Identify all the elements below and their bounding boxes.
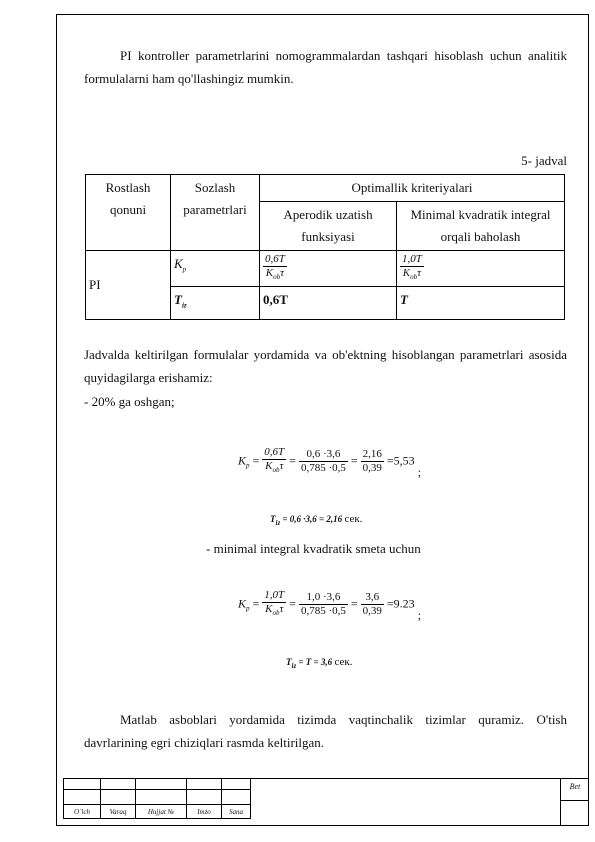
formula-ti-minimal xyxy=(286,656,352,670)
f3-den1 xyxy=(262,603,286,620)
param-ti-symbol: T xyxy=(174,292,182,308)
aperodik-den-k: K xyxy=(265,267,274,279)
f1-frac1 xyxy=(262,446,286,477)
criteria-table xyxy=(85,174,565,320)
sheet-label: Bet xyxy=(569,782,581,791)
aperodik-den-sub: ob xyxy=(273,273,281,282)
minimal-den-sub: ob xyxy=(410,273,418,282)
f3-frac1 xyxy=(262,589,286,620)
param-kp xyxy=(171,251,260,287)
row-law: PI xyxy=(86,251,171,320)
minimal-kp-den xyxy=(400,267,424,284)
param-kp-symbol: K xyxy=(174,256,183,271)
minimal-kp-cell xyxy=(397,251,565,287)
closing-paragraph: Matlab asboblari yordamida tizimda vaqtinchalik tizimlar quramiz. O'tish davrlarining egri chiziqlari rasmda keltirilgan. xyxy=(84,712,567,750)
param-ti-sub: iz xyxy=(181,301,187,310)
title-block xyxy=(63,778,589,826)
sheet-number-box xyxy=(560,778,589,826)
stamp-cell xyxy=(222,790,251,805)
table-caption: 5- jadval xyxy=(521,153,567,168)
stamp-cell xyxy=(222,779,251,790)
f1-den2: 0,785 ·0,5 xyxy=(300,462,346,475)
f1-result: =5,53 xyxy=(386,453,415,468)
formula-kp-minimal: $K_p$ = $\frac{1,0T}{K_{ob}\tau}$ = $\frac{1,0 \cdot 3,6}{0,785 \cdot 0,5}$ = $\frac{3,6}{0,39}$ =9.23 ; xyxy=(238,589,422,623)
aperodik-kp-num: 0,6T xyxy=(265,253,285,265)
f3-num3: 3,6 xyxy=(361,591,384,605)
aperodik-kp-den xyxy=(263,267,287,284)
f1-frac2 xyxy=(299,448,348,475)
param-ti xyxy=(171,287,260,320)
f3-end: ; xyxy=(417,608,422,623)
f2-lhs-sub: iz xyxy=(275,518,281,527)
header-rostlash: Rostlash qonuni xyxy=(86,175,171,251)
f1-num2: 0,6 ·3,6 xyxy=(299,448,348,462)
formula-ti-aperodik xyxy=(270,513,362,527)
aperodik-ti: 0,6T xyxy=(260,287,397,320)
stamp-cell xyxy=(136,779,187,790)
f4-unit: сек. xyxy=(334,656,353,668)
f3-lhs: K xyxy=(238,596,247,611)
param-kp-sub: p xyxy=(182,265,187,274)
stamp-cell xyxy=(136,790,187,805)
results-paragraph: Jadvalda keltirilgan formulalar yordamida va ob'ektning hisoblangan parametrlari asosida quyidagilarga erishamiz: xyxy=(84,347,567,385)
header-minimal: Minimal kvadratik integral orqali baholash xyxy=(397,202,565,251)
f2-lhs: T xyxy=(270,514,276,524)
stamp-cell xyxy=(187,779,222,790)
stamp-cell xyxy=(187,790,222,805)
formula-kp-aperodik: $K_p$ = $\frac{0,6T}{K_{ob}\tau}$ = $\frac{0,6 \cdot 3,6}{0,785 \cdot 0,5}$ = $\frac{2,16}{0,39}$ =5,53 ; xyxy=(238,446,422,480)
f1-num3: 2,16 xyxy=(362,448,382,461)
minimal-den-k: K xyxy=(402,267,411,279)
f4-rhs: = T = 3,6 xyxy=(298,657,333,667)
stamp-col-imzo: Imzo xyxy=(187,805,222,819)
f1-den1-k: K xyxy=(265,460,273,472)
case-minimal: - minimal integral kvadratik smeta uchun xyxy=(206,541,421,556)
f3-den1-tau: τ xyxy=(279,603,284,615)
header-sozlash: Sozlash parametrlari xyxy=(171,175,260,251)
title-block-grid xyxy=(63,778,251,819)
f3-num2: 1,0 ·3,6 xyxy=(299,591,348,605)
f1-lhs-sub: p xyxy=(246,461,250,470)
header-optimal: Optimallik kriteriyalari xyxy=(260,175,565,202)
f1-den1-tau: τ xyxy=(279,460,284,472)
minimal-ti: T xyxy=(397,287,565,320)
f1-frac3 xyxy=(361,448,384,475)
stamp-col-hujjat: Hujjat № xyxy=(136,805,187,819)
intro-paragraph: PI kontroller parametrlarini nomogrammalardan tashqari hisoblash uchun analitik formulalarni ham qo'llashingiz mumkin. xyxy=(84,48,567,86)
sheet-divider xyxy=(561,800,589,801)
aperodik-kp-cell xyxy=(260,251,397,287)
f3-den3: 0,39 xyxy=(362,605,382,618)
aperodik-den-tau: τ xyxy=(280,267,285,279)
f3-num1: 1,0T xyxy=(264,589,285,601)
f4-lhs-sub: iz xyxy=(291,661,297,670)
f1-den3: 0,39 xyxy=(362,462,382,475)
f3-den1-sub: ob xyxy=(272,609,280,618)
f4-lhs: T xyxy=(286,657,292,667)
stamp-col-varaq: Varaq xyxy=(101,805,136,819)
aperodik-kp-fraction xyxy=(263,253,287,284)
f3-den2: 0,785 ·0,5 xyxy=(300,605,346,618)
stamp-cell xyxy=(101,779,136,790)
minimal-den-tau: τ xyxy=(417,267,422,279)
f3-lhs-sub: p xyxy=(246,604,250,613)
stamp-col-olch: O`lch xyxy=(64,805,101,819)
f2-unit: сек. xyxy=(344,513,363,525)
f1-den1-sub: ob xyxy=(272,466,280,475)
minimal-kp-fraction xyxy=(400,253,424,284)
f3-frac3 xyxy=(361,591,384,618)
f1-end: ; xyxy=(417,465,422,480)
minimal-kp-num: 1,0T xyxy=(402,253,422,265)
f2-rhs: = 0,6 ·3,6 = 2,16 xyxy=(282,514,343,524)
page-frame xyxy=(56,14,589,826)
stamp-col-sana: Sana xyxy=(222,805,251,819)
stamp-cell xyxy=(101,790,136,805)
f1-lhs: K xyxy=(238,453,247,468)
f3-frac2 xyxy=(299,591,348,618)
f3-den1-k: K xyxy=(265,603,273,615)
f1-num1: 0,6T xyxy=(264,446,285,458)
f3-result: =9.23 xyxy=(386,596,415,611)
header-aperodik: Aperodik uzatish funksiyasi xyxy=(260,202,397,251)
stamp-cell xyxy=(64,790,101,805)
stamp-cell xyxy=(64,779,101,790)
f1-den1 xyxy=(262,460,286,477)
case-20-percent: - 20% ga oshgan; xyxy=(84,394,175,409)
